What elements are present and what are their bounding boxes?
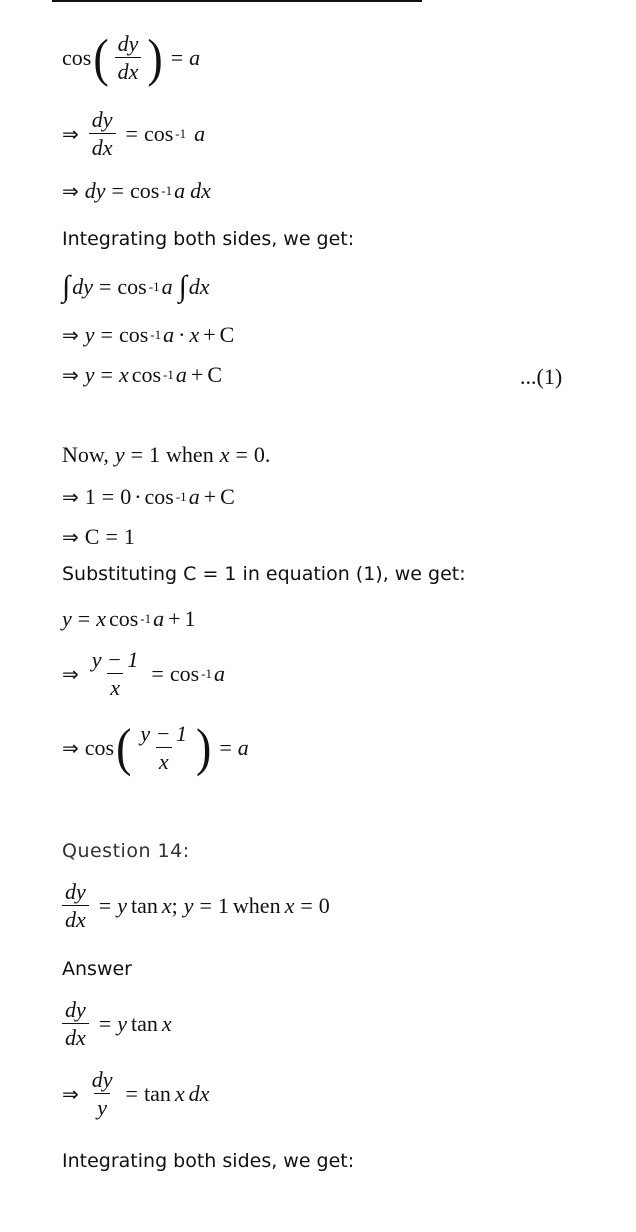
equals: = <box>219 734 232 760</box>
implies-arrow: ⇒ <box>62 121 79 146</box>
equals: = <box>125 1080 138 1106</box>
var-a: a <box>174 178 186 203</box>
num-one: 1 <box>149 442 161 467</box>
num-one: 1 <box>217 892 229 918</box>
equation-number: ...(1) <box>520 364 563 389</box>
dot: · <box>178 322 186 347</box>
var-a: a <box>161 274 173 299</box>
numerator: dy <box>91 107 113 132</box>
integral-sign: ∫ <box>178 270 187 303</box>
implies-arrow: ⇒ <box>62 363 79 387</box>
implies-arrow: ⇒ <box>62 485 79 509</box>
var-y: y <box>183 892 194 918</box>
plus: + <box>190 362 204 387</box>
const-c: C <box>219 322 235 347</box>
frac-dy-y <box>89 1068 116 1119</box>
equals: = <box>111 178 124 203</box>
plus: + <box>203 484 217 509</box>
numerator: dy <box>91 1067 113 1092</box>
num-zero: 0 <box>253 442 265 467</box>
cos-fn: cos <box>144 484 174 509</box>
eq-ratio-arccos <box>62 648 225 699</box>
inverse-sup: -1 <box>161 183 173 198</box>
equals: = <box>98 1010 112 1036</box>
implies-arrow: ⇒ <box>62 179 79 203</box>
implies-arrow: ⇒ <box>62 323 79 347</box>
equals: = <box>170 44 184 70</box>
var-y: y <box>117 1010 127 1036</box>
cos-fn: cos <box>169 660 200 686</box>
equals: = <box>105 524 118 549</box>
eq-c-equals-one <box>62 524 135 550</box>
tan-fn: tan <box>143 1080 171 1106</box>
var-x: x <box>189 322 200 347</box>
eq-y-arccos-x-c <box>62 322 234 348</box>
var-x: x <box>118 362 129 387</box>
equals: = <box>100 362 113 387</box>
cos-fn: cos <box>143 120 174 146</box>
equals: = <box>98 274 112 299</box>
cos-fn: cos <box>129 178 160 203</box>
dy: dy <box>84 178 106 203</box>
answer-heading: Answer <box>62 958 132 980</box>
implies-arrow: ⇒ <box>62 735 79 760</box>
dy: dy <box>72 274 93 299</box>
integrating-text-1: Integrating both sides, we get: <box>62 228 355 250</box>
integral-sign: ∫ <box>62 270 71 303</box>
integrating-text-2: Integrating both sides, we get: <box>62 1150 355 1172</box>
equals: = <box>130 442 144 467</box>
frac-ym1-x <box>89 648 142 699</box>
equals: = <box>100 322 113 347</box>
eq-y-solution <box>62 606 196 632</box>
denominator: y <box>94 1093 110 1119</box>
numerator: dy <box>117 31 139 56</box>
equals: = <box>77 606 91 631</box>
eq-dydx-arccos <box>62 108 211 159</box>
var-y: y <box>117 892 127 918</box>
num-one: 1 <box>184 606 196 631</box>
close-paren: ) <box>196 717 212 777</box>
denominator: x <box>156 747 172 773</box>
inverse-sup: -1 <box>163 367 174 382</box>
equals: = <box>125 120 138 146</box>
question-equation <box>62 880 330 931</box>
eq-cos-dydx <box>62 27 201 87</box>
var-x: x <box>96 606 106 631</box>
var-a: a <box>175 362 187 387</box>
eq-substitute-ic <box>62 484 235 510</box>
var-y: y <box>114 442 125 467</box>
inverse-sup: -1 <box>150 327 162 342</box>
num-zero: 0 <box>120 484 132 509</box>
var-x: x <box>284 892 295 918</box>
denominator: dx <box>89 133 116 159</box>
frac-ym1-x <box>137 722 190 773</box>
var-a: a <box>188 484 200 509</box>
denominator: dx <box>62 905 89 931</box>
now-text: Now, <box>62 442 109 467</box>
var-a: a <box>237 734 249 760</box>
frac-dy-dx <box>62 998 89 1049</box>
tan-fn: tan <box>130 1010 158 1036</box>
when-text: when <box>166 442 214 467</box>
inverse-sup: -1 <box>140 611 152 626</box>
var-y: y <box>84 322 95 347</box>
eq-integral <box>62 270 210 304</box>
frac-dy-dx <box>62 880 89 931</box>
var-x: x <box>174 1080 185 1106</box>
equals: = <box>199 892 212 918</box>
numerator: y − 1 <box>140 721 188 746</box>
num-one: 1 <box>123 524 135 549</box>
cos-fn: cos <box>131 362 162 387</box>
open-paren: ( <box>116 717 132 777</box>
eq-cos-ratio <box>62 717 249 777</box>
inverse-sup: -1 <box>201 665 212 681</box>
var-a: a <box>163 322 175 347</box>
plus: + <box>203 322 216 347</box>
equals: = <box>101 484 115 509</box>
semicolon: ; <box>171 892 178 918</box>
denominator: dx <box>115 57 142 83</box>
num-one: 1 <box>84 484 96 509</box>
var-a: a <box>153 606 165 631</box>
substituting-text: Substituting C = 1 in equation (1), we get: <box>62 563 466 585</box>
dx: dx <box>188 274 210 299</box>
numerator: dy <box>65 997 86 1022</box>
dot: · <box>134 484 142 509</box>
cos-fn: cos <box>108 606 139 631</box>
answer-eq-2 <box>62 1068 209 1119</box>
cos-fn: cos <box>117 274 147 299</box>
inverse-sup: -1 <box>148 279 160 294</box>
const-c: C <box>84 524 100 549</box>
eq-dy-arccos-dx <box>62 178 211 204</box>
num-zero: 0 <box>318 892 330 918</box>
const-c: C <box>220 484 235 509</box>
equals: = <box>300 892 313 918</box>
eq-one <box>62 362 222 388</box>
denominator: dx <box>62 1023 89 1049</box>
numerator: y − 1 <box>91 647 139 672</box>
denominator: x <box>107 673 123 699</box>
var-x: x <box>161 1010 172 1036</box>
dx: dx <box>188 1080 210 1106</box>
inverse-sup: -1 <box>175 125 187 141</box>
plus: + <box>168 606 181 631</box>
var-a: a <box>189 44 201 70</box>
const-c: C <box>207 362 222 387</box>
frac-dy-dx <box>89 108 116 159</box>
when-text: when <box>232 892 281 918</box>
var-a: a <box>213 660 225 686</box>
top-rule <box>52 0 422 2</box>
var-a: a <box>194 120 206 146</box>
implies-arrow: ⇒ <box>62 525 79 549</box>
question-heading: Question 14: <box>62 840 190 862</box>
open-paren: ( <box>93 27 109 87</box>
answer-eq-1 <box>62 998 172 1049</box>
cos-fn: cos <box>118 322 149 347</box>
close-paren: ) <box>147 27 163 87</box>
cos-fn: cos <box>84 734 115 760</box>
var-x: x <box>219 442 230 467</box>
var-y: y <box>84 362 95 387</box>
cos-fn: cos <box>62 44 92 70</box>
numerator: dy <box>65 879 86 904</box>
implies-arrow: ⇒ <box>62 661 79 686</box>
var-x: x <box>161 892 172 918</box>
dx: dx <box>190 178 211 203</box>
frac-dy-dx <box>115 32 142 83</box>
initial-condition: Now, y = 1 when x = 0 . <box>62 442 271 467</box>
equals: = <box>151 660 164 686</box>
equals: = <box>235 442 248 467</box>
tan-fn: tan <box>130 892 158 918</box>
var-y: y <box>62 606 72 631</box>
inverse-sup: -1 <box>175 489 187 504</box>
equals: = <box>98 892 112 918</box>
implies-arrow: ⇒ <box>62 1081 79 1106</box>
